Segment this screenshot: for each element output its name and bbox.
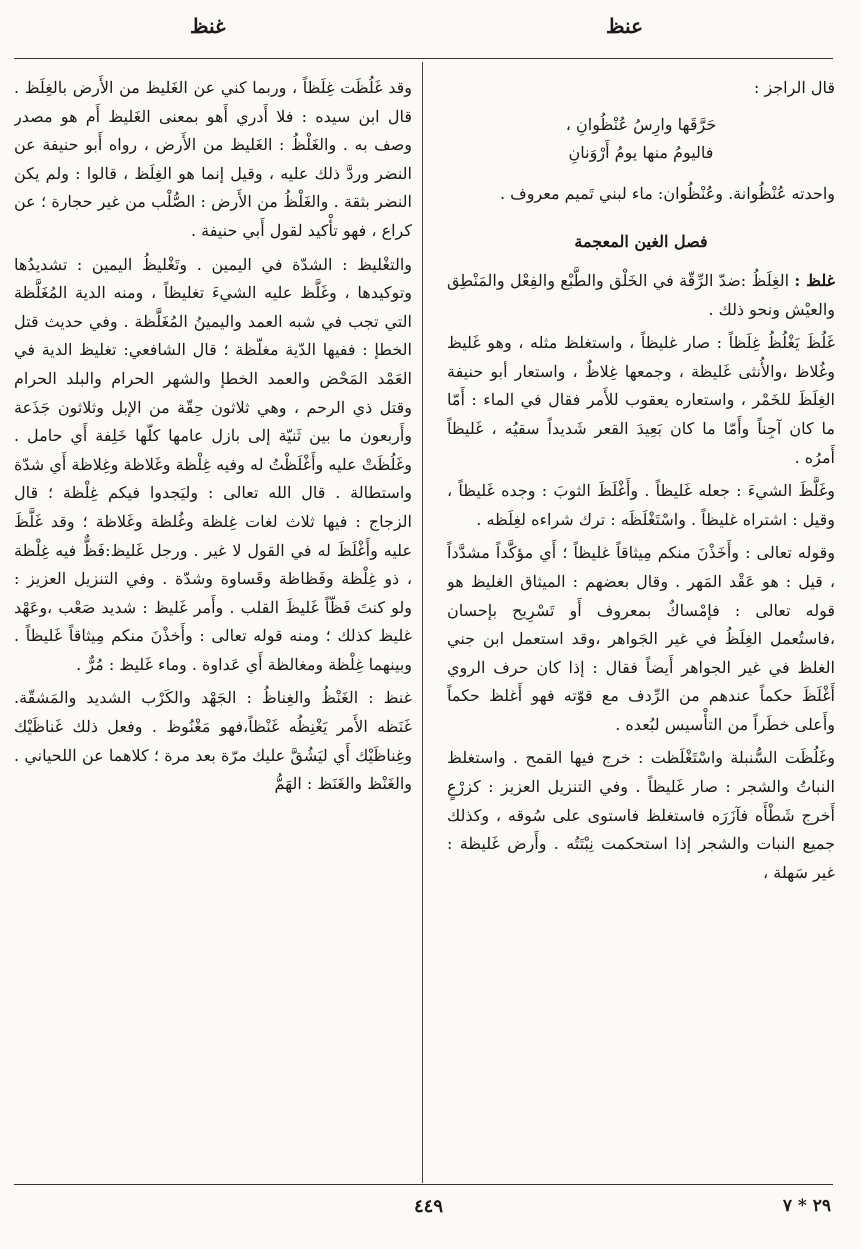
paragraph: وقوله تعالى : وأَخَذْنَ منكم مِيثاقاً غليظاً ؛ أَي مؤكَّداً مشدَّداً ، قيل : هو عَقْد المَهر . وقال بعضهم : الميثاق الغليظ هو قوله تعالى : فإمْساكٌ بمعروف أَو تَسْرِيح بإحسان ،فاستُعمل الغِلَظُ في غير الجَواهر ،وقد استعمل ابن جني الغلظ في غير الجواهر أَيضاً فقال : إذا كان حرف الروي أَغْلَظَ حكماً عندهم من الرِّدف مع قوّته فهو أَغلظ حكماً وأَعلى خطَراً من التأْسيس لبُعده .: [447, 543, 835, 734]
paragraph: وقد غَلُظَت غِلَظاً ، وربما كني عن الغَليظ من الأَرض بالغِلَظ . قال ابن سيده : فلا أَدري أَهو بمعنى الغَليظ أَم هو مصدر وصف به . والغَلْظُ : الغَليظ من الأَرض ، رواه أَبو حنيفة عن النضر وردَّ ذلك عليه ، وقيل إنما هو الغِلَظ ، قالوا : ولم يكن النضر بثقة . والغَلْظُ من الأَرض : الصُّلْب من غير حجارة ؛ عن كراع ، فهو تأْكيد لقول أَبي حنيفة .: [14, 78, 412, 240]
header-rule: [14, 58, 833, 59]
paragraph: غنظ : الغَنْظُ والغِناظُ : الجَهْد والكَرْب الشديد والمَشقّة. غَنَظه الأَمر يَغْنِظُه غَنْظاً،فهو مَغْنُوظ . وفعل ذلك غَناظَيْك وغِناظَيْك أَي ليَشُقَّ عليك مرّة بعد مرة ؛ كلاهما عن اللحياني . والغَنْظ والغَنَظ : الهَمُّ: [14, 688, 412, 794]
running-header-left: غنظ: [190, 14, 226, 38]
paragraph: وغَلُظَت السُّنبلة واسْتَغْلَظت : خرج فيها القمح . واستغلظ النباتُ والشجر : صار غَليظاً . وفي التنزيل العزيز : كزرْعٍ أَخرج شَطْأَه فآزَرَه فاستغلظ فاستوى على سُوقه ، وكذلك جميع النبات والشجر إذا استحكمت نِبْتَتُه . وأَرض غَليظة : غير سَهلة ،: [447, 748, 835, 882]
column-divider: [422, 62, 423, 1183]
entry-text: الغِلَظُ :ضدّ الرِّقّة في الخَلْق والطَّبْع والفِعْل والمَنْطِق والعيْش ونحو ذلك .: [447, 270, 835, 319]
verse-line: فاليومُ منها يومُ أَرْوَنانِ: [568, 143, 714, 163]
paragraph: وغَلَّظَ الشيءَ : جعله غَليظاً . وأَغْلَظَ الثوبَ : وجده غَليظاً ، وقيل : اشتراه غليظاً . واسْتَغْلَظَه : ترك شراءه لغِلَظه .: [447, 481, 835, 529]
paragraph: غَلُظَ يَغْلُظُ غِلَظاً : صار غليظاً ، واستغلظ مثله ، وهو غَليظ وغُلاظ ،والأُنثى غَليظة ، وجمعها غِلاظٌ ، واستعار أبو حنيفة الغِلَظَ للخَمْر ، واستعاره يعقوب للأَمر فقال في الماء : أَمّا ما كان آجِناً وأَمّا ما كان بَعِيدَ القعر شَديداً سقيُه ، غَليظاً أَمرُه .: [447, 333, 835, 467]
verse-block: [447, 111, 835, 168]
section-title: فصل الغين المعجمة: [574, 232, 708, 252]
entry-head: غلظ :: [794, 270, 835, 290]
page-number: ٤٤٩: [414, 1196, 444, 1217]
paragraph: والتغْليظ : الشدّة في اليمين . وتَغْليظُ اليمين : تشديدُها وتوكيدها ، وغَلَّظ عليه الشيءَ تغليظاً ، ومنه الدية المُغَلَّظة التي تجب في شبه العمد واليمينُ المُغَلَّظة . وفي حديث قتل الخطإ : ففيها الدّية مغلّظة ؛ قال الشافعي: تغليظ الدية في العَمْد المَحْض والعمد الخطإ والشهر الحرام والبلد الحرام وقتل ذي الرحم ، وهي ثلاثون حِقّة من الإبل وثلاثون جَذَعة وأَربعون ما بين ثَنيّة إلى بازل عامها كلّها خَلِفة أَي حامل . وغَلُظَتْ عليه وأَغْلَظْتُ له وفيه غِلْظة وغَلاظة وغِلاظة أَي شدّة واستطالة . قال الله تعالى : وليَجدوا فيكم غِلْظة ؛ قال الزجاج : فيها ثلاث لغات غِلظة وغُلظة وغَلاظة ؛ وقد غَلَّظَ عليه وأَغْلَظَ له في القول لا غير . ورجل غَليظ:فَظٌّ فيه غِلْظة ، ذو غِلْظة وفَظاظة وقَساوة وشدّة . وفي التنزيل العزيز : ولو كنتَ فَظّاً غَليظَ القلب . وأَمر غَليظ : شديد صَعْب ،وعَهْد غليظ كذلك ؛ ومنه قوله تعالى : وأَخذْنَ منكم مِيثاقاً غَليظاً . وبينهما غِلْظة ومغالظة أَي عَداوة . وماء غَليظ : مُرٌّ .: [14, 254, 412, 674]
left-column: [14, 74, 412, 1178]
entry-paragraph: [447, 267, 835, 324]
paragraph: واحدته عُنْظُوانة. وعُنْظُوان: ماء لبني تَميم معروف .: [499, 183, 835, 203]
verse-intro: قال الراجز :: [753, 78, 835, 97]
signature-mark: ٢٩ * ٧: [782, 1196, 831, 1216]
footer-rule: [14, 1184, 833, 1185]
right-column: [447, 74, 835, 1178]
running-header-right: عنظ: [606, 14, 643, 38]
verse-line: حَرَّقَها وارِسُ عُنْظُوانِ ،: [565, 114, 717, 134]
